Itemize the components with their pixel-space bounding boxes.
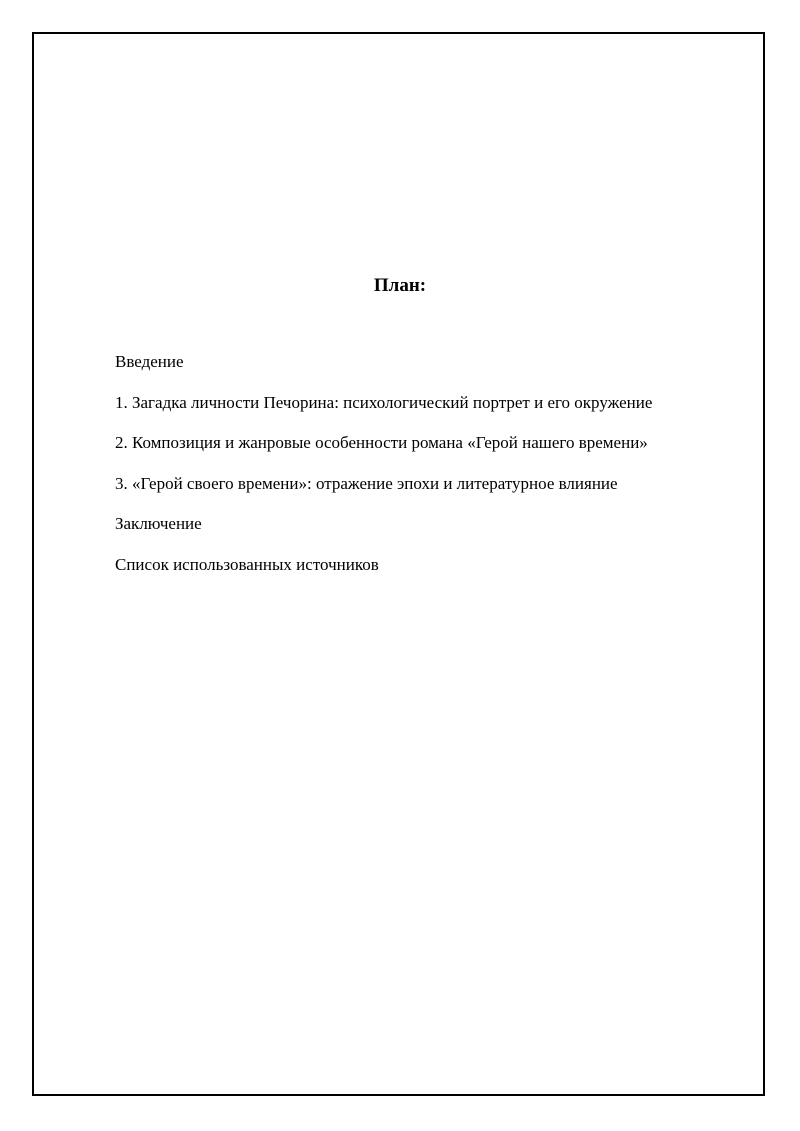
toc-item-introduction: Введение	[115, 352, 184, 371]
toc-item-chapter-2: 2. Композиция и жанровые особенности романа «Герой нашего времени»	[115, 433, 648, 452]
page-title: План:	[373, 275, 427, 296]
toc-item-conclusion: Заключение	[115, 514, 202, 533]
toc-item-chapter-3: 3. «Герой своего времени»: отражение эпохи и литературное влияние	[115, 473, 618, 493]
table-of-contents	[115, 350, 652, 593]
toc-item-chapter-1: 1. Загадка личности Печорина: психологический портрет и его окружение	[115, 392, 653, 412]
toc-item-references: Список использованных источников	[115, 554, 379, 574]
